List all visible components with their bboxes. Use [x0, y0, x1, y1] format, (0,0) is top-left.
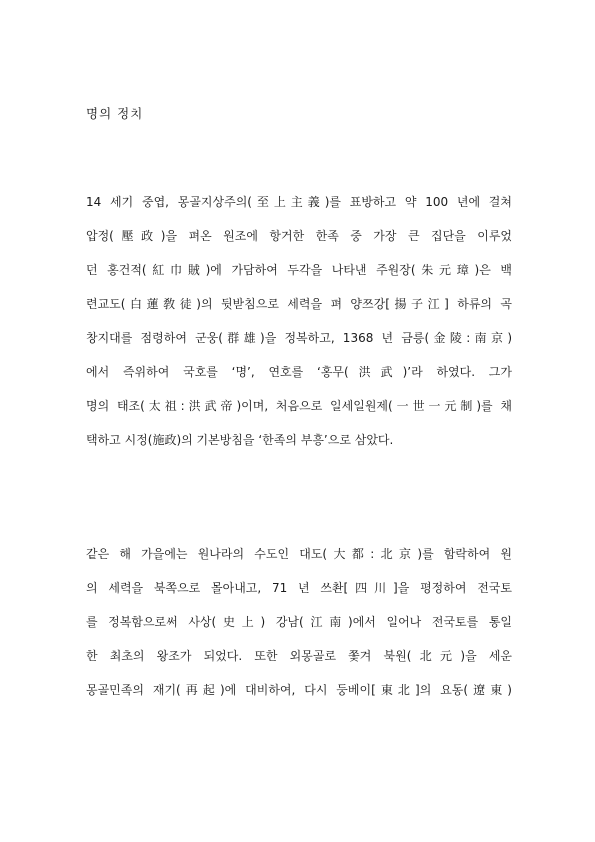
paragraph-line: 택하고 시정(施政)의 기본방침을 ‘한족의 부흥’으로 삼았다. [86, 433, 394, 447]
paragraph-line: 한 최초의 왕조가 되었다. 또한 외몽골로 쫓겨 북원(北元)을 세운 [86, 649, 512, 663]
paragraph-line: 련교도(白蓮敎徒)의 뒷받침으로 세력을 펴 양쯔강[揚子江] 하류의 곡 [86, 297, 512, 311]
paragraph-line: 창지대를 점령하여 군웅(群雄)을 정복하고, 1368 년 금릉(金陵:南京) [86, 331, 512, 345]
paragraph-line: 같은 해 가을에는 원나라의 수도인 대도(大都:北京)를 함락하여 원 [86, 547, 512, 561]
paragraph-line: 명의 태조(太祖:洪武帝)이며, 처음으로 일세일원제(一世一元制)를 채 [86, 399, 512, 413]
paragraph-1 [86, 193, 512, 465]
paragraph-line: 의 세력을 북쪽으로 몰아내고, 71 년 쓰촨[四川]을 평정하여 전국토 [86, 581, 512, 595]
paragraph-2 [86, 545, 512, 715]
paragraph-line: 14 세기 중엽, 몽골지상주의(至上主義)를 표방하고 약 100 년에 걸쳐 [86, 195, 512, 209]
section-title: 명의 정치 [86, 106, 144, 121]
paragraph-line: 던 홍건적(紅巾賊)에 가담하여 두각을 나타낸 주원장(朱元璋)은 백 [86, 263, 512, 277]
paragraph-line: 몽골민족의 재기(再起)에 대비하여, 다시 둥베이[東北]의 요동(遼東) [86, 683, 512, 697]
paragraph-line: 압정(壓政)을 펴온 원조에 항거한 한족 중 가장 큰 집단을 이루었 [86, 229, 512, 243]
paragraph-line: 를 정복함으로써 사상(史上) 강남(江南)에서 일어나 전국토를 통일 [86, 615, 512, 629]
paragraph-line: 에서 즉위하여 국호를 ‘명’, 연호를 ‘홍무(洪武)’라 하였다. 그가 [86, 365, 512, 379]
